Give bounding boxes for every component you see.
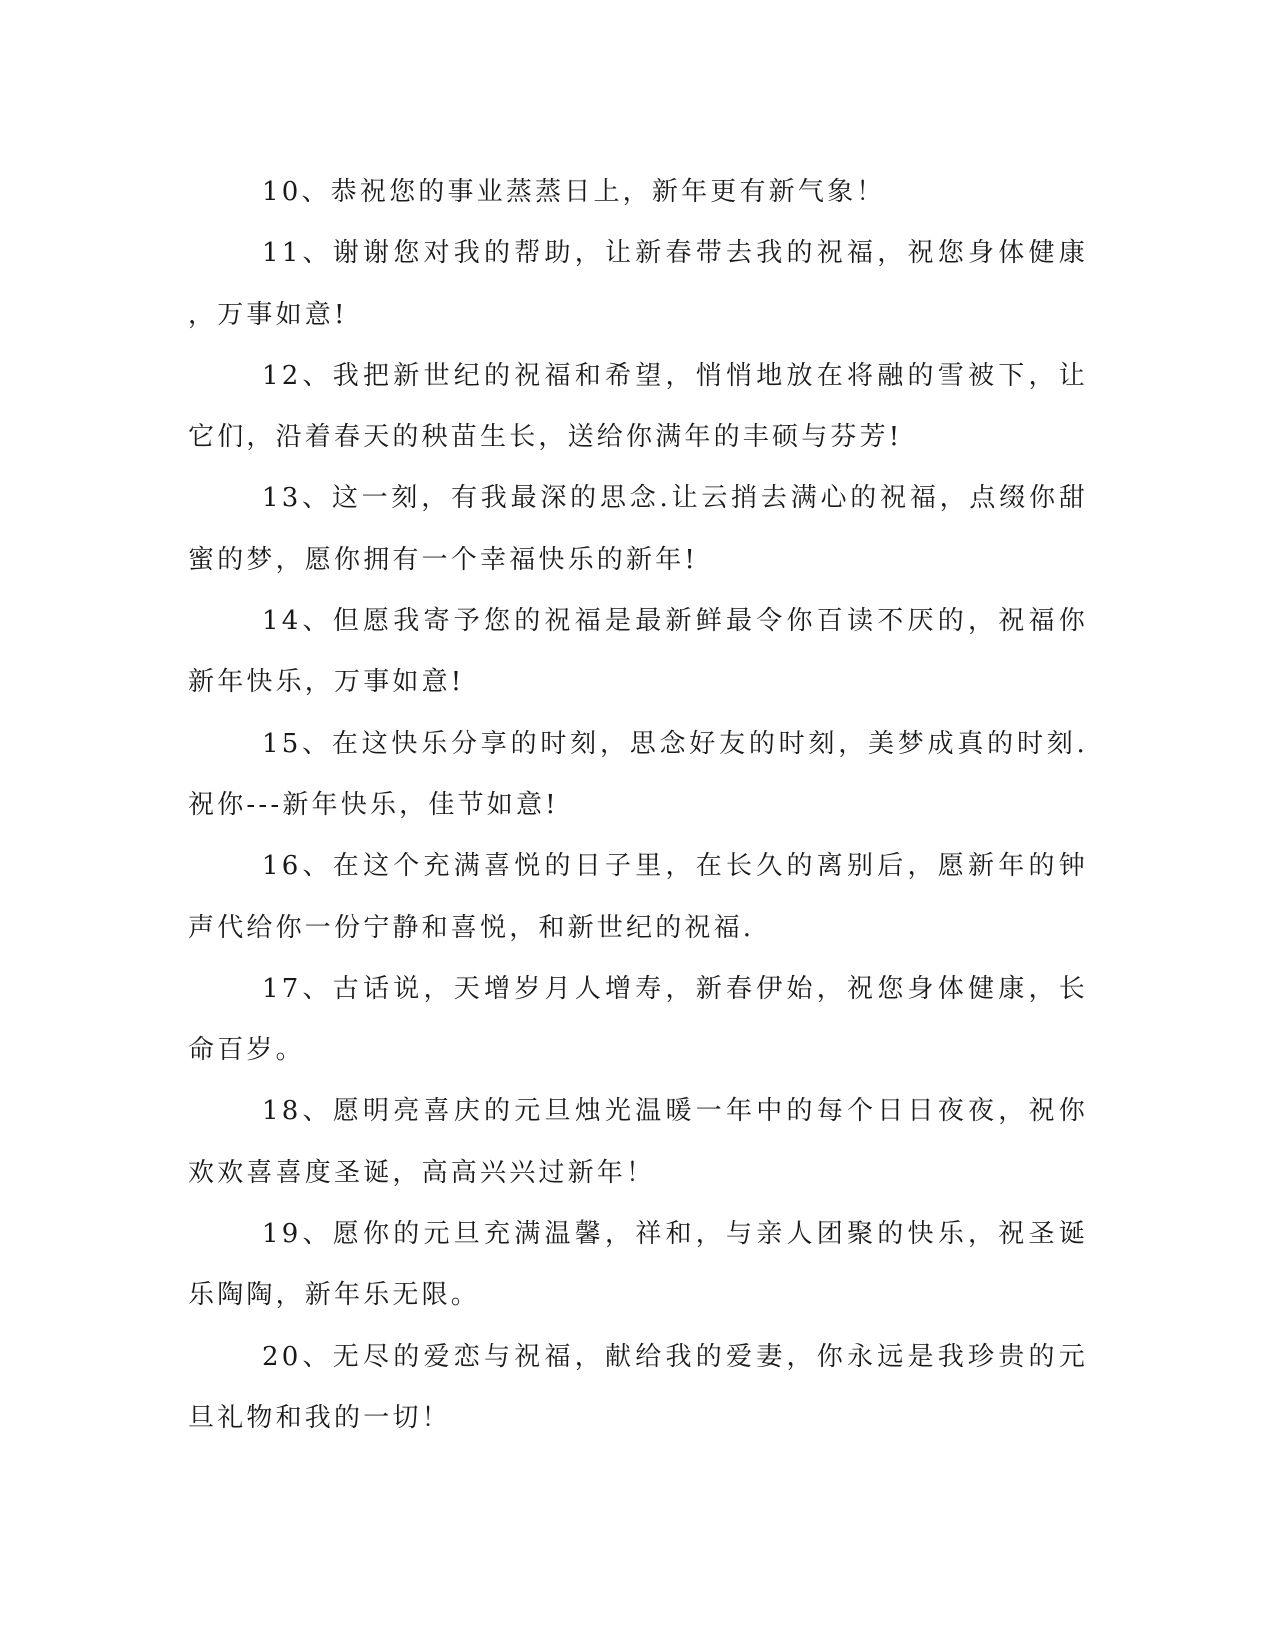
paragraph-19: 19、愿你的元旦充满温馨，祥和，与亲人团聚的快乐，祝圣诞乐陶陶，新年乐无限。 [188,1219,1088,1311]
paragraph-15: 15、在这快乐分享的时刻，思念好友的时刻，美梦成真的时刻.祝你---新年快乐，佳节如意! [188,728,1088,820]
paragraph-18: 18、愿明亮喜庆的元旦烛光温暖一年中的每个日日夜夜，祝你欢欢喜喜度圣诞，高高兴兴过新年！ [188,1096,1088,1188]
paragraph-14: 14、但愿我寄予您的祝福是最新鲜最令你百读不厌的，祝福你新年快乐，万事如意! [188,606,1088,698]
document-body [188,162,1088,1449]
paragraph-16: 16、在这个充满喜悦的日子里，在长久的离别后，愿新年的钟声代给你一份宁静和喜悦，和新世纪的祝福. [188,851,1088,943]
paragraph-17: 17、古话说，天增岁月人增寿，新春伊始，祝您身体健康，长命百岁。 [188,973,1088,1066]
paragraph-10: 10、恭祝您的事业蒸蒸日上，新年更有新气象！ [262,177,886,207]
paragraph-11: 11、谢谢您对我的帮助，让新春带去我的祝福，祝您身体健康，万事如意! [188,238,1088,330]
paragraph-13: 13、这一刻，有我最深的思念.让云捎去满心的祝福，点缀你甜蜜的梦，愿你拥有一个幸福快乐的新年! [188,483,1088,575]
paragraph-12: 12、我把新世纪的祝福和希望，悄悄地放在将融的雪被下，让它们，沿着春天的秧苗生长，送给你满年的丰硕与芬芳! [188,360,1088,453]
paragraph-20: 20、无尽的爱恋与祝福，献给我的爱妻，你永远是我珍贵的元旦礼物和我的一切！ [188,1341,1088,1433]
